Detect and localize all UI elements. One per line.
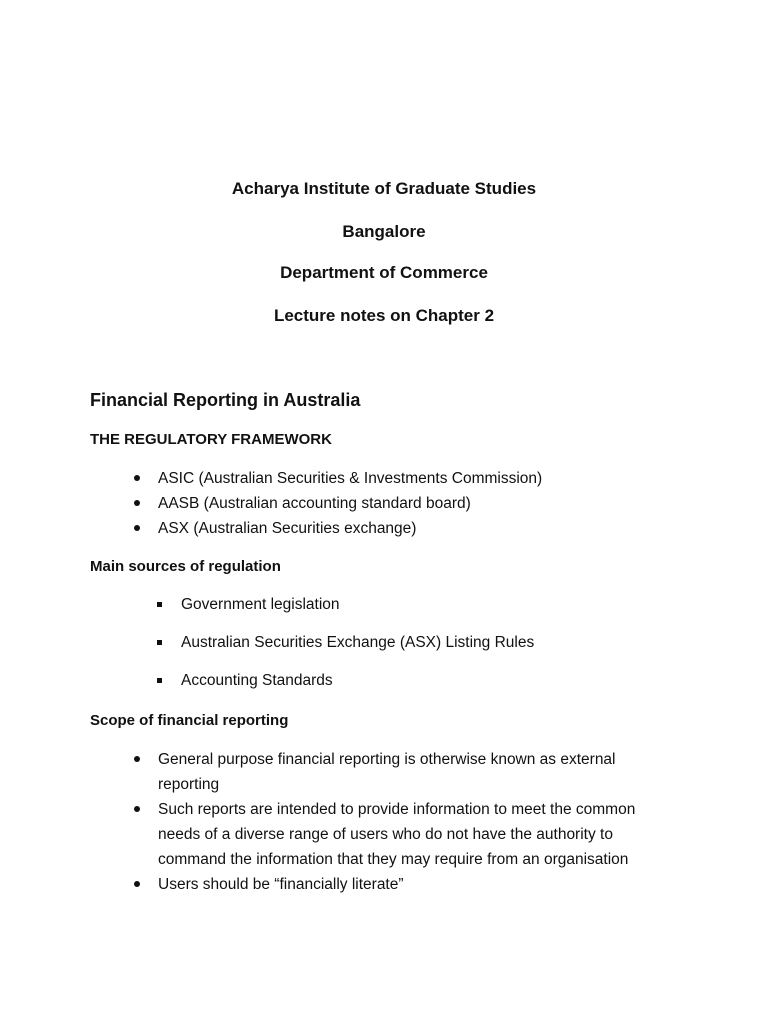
list-item xyxy=(134,797,664,872)
bullet-icon xyxy=(134,881,140,887)
bullet-icon xyxy=(134,500,140,506)
bullet-icon xyxy=(134,756,140,762)
list-item-text: Australian Securities Exchange (ASX) Listing Rules xyxy=(181,634,535,651)
list-item xyxy=(157,633,717,653)
list-item xyxy=(157,595,717,615)
regulatory-list xyxy=(134,466,694,541)
bullet-icon xyxy=(134,475,140,481)
list-item-text: ASX (Australian Securities exchange) xyxy=(158,520,417,537)
department-name: Department of Commerce xyxy=(280,263,488,282)
regulatory-framework-heading: THE REGULATORY FRAMEWORK xyxy=(90,431,332,448)
square-bullet-icon xyxy=(157,602,162,607)
list-item xyxy=(134,872,664,897)
list-item-text: General purpose financial reporting is otherwise known as external reporting xyxy=(158,751,616,793)
city-name: Bangalore xyxy=(342,222,426,241)
list-item-text: ASIC (Australian Securities & Investments Commission) xyxy=(158,470,543,487)
list-item-text: Such reports are intended to provide information to meet the common needs of a diverse range of users who do not have the authority to command the information that they may require from an organisation xyxy=(158,801,636,868)
scope-heading: Scope of financial reporting xyxy=(90,712,289,729)
list-item-text: Accounting Standards xyxy=(181,672,333,689)
list-item xyxy=(134,466,694,491)
main-sources-heading: Main sources of regulation xyxy=(90,558,281,575)
square-bullet-icon xyxy=(157,640,162,645)
list-item xyxy=(134,516,694,541)
bullet-icon xyxy=(134,806,140,812)
bullet-icon xyxy=(134,525,140,531)
sources-list xyxy=(157,595,717,709)
list-item-text: Government legislation xyxy=(181,596,340,613)
lecture-title: Lecture notes on Chapter 2 xyxy=(273,306,495,325)
square-bullet-icon xyxy=(157,678,162,683)
scope-list xyxy=(134,747,664,897)
list-item-text: Users should be “financially literate” xyxy=(158,876,404,893)
list-item-text: AASB (Australian accounting standard board) xyxy=(158,495,471,512)
institute-name: Acharya Institute of Graduate Studies xyxy=(231,179,537,198)
list-item xyxy=(157,671,717,691)
list-item xyxy=(134,747,664,797)
list-item xyxy=(134,491,694,516)
section-title: Financial Reporting in Australia xyxy=(90,390,361,410)
